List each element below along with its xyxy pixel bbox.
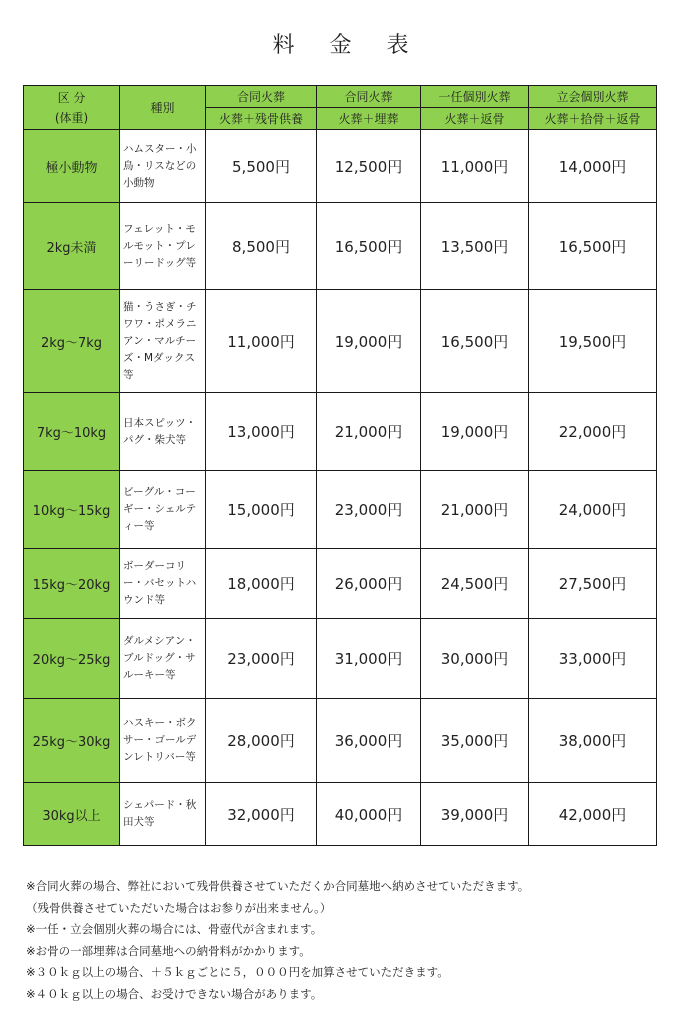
note-line: ※お骨の一部埋葬は合同墓地への納骨料がかかります。 <box>26 943 311 958</box>
price-cell: 19,000円 <box>421 393 529 471</box>
species-cell: 日本スピッツ・パグ・柴犬等 <box>120 393 206 471</box>
notes <box>26 876 676 1005</box>
species-cell: ダルメシアン・ブルドッグ・サルーキー等 <box>120 619 206 699</box>
price-cell: 40,000円 <box>317 783 421 846</box>
price-cell: 24,500円 <box>421 549 529 619</box>
price-cell: 31,000円 <box>317 619 421 699</box>
price-table <box>23 85 657 846</box>
note-line: ※合同火葬の場合、弊社において残骨供養させていただくか合同墓地へ納めさせていただきます。 <box>26 879 530 893</box>
note-line: ※４０ｋｇ以上の場合、お受けできない場合があります。 <box>26 986 323 1001</box>
table-row <box>24 619 657 699</box>
price-cell: 8,500円 <box>206 203 317 290</box>
header-plan-desc: 火葬＋残骨供養 <box>206 108 317 130</box>
header-category <box>24 86 120 130</box>
header-plan-name: 合同火葬 <box>317 86 421 108</box>
header-plan-desc: 火葬＋拾骨＋返骨 <box>529 108 657 130</box>
price-cell: 21,000円 <box>317 393 421 471</box>
price-cell: 38,000円 <box>529 699 657 783</box>
species-cell: 猫・うさぎ・チワワ・ポメラニアン・マルチーズ・Mダックス等 <box>120 290 206 393</box>
price-cell: 15,000円 <box>206 471 317 549</box>
price-cell: 36,000円 <box>317 699 421 783</box>
header-plan-desc: 火葬＋埋葬 <box>317 108 421 130</box>
weight-cell: 2kg～7kg <box>24 290 120 393</box>
price-cell: 23,000円 <box>317 471 421 549</box>
price-cell: 19,500円 <box>529 290 657 393</box>
price-cell: 12,500円 <box>317 130 421 203</box>
table-row <box>24 471 657 549</box>
weight-cell: 25kg～30kg <box>24 699 120 783</box>
note-line: ※３０ｋｇ以上の場合、＋５ｋｇごとに５，０００円を加算させていただきます。 <box>26 965 449 979</box>
price-cell: 28,000円 <box>206 699 317 783</box>
header-plan-desc: 火葬＋返骨 <box>421 108 529 130</box>
price-cell: 23,000円 <box>206 619 317 699</box>
price-cell: 39,000円 <box>421 783 529 846</box>
price-cell: 11,000円 <box>421 130 529 203</box>
weight-cell: 30kg以上 <box>24 783 120 846</box>
note-line: （残骨供養させていただいた場合はお参りが出来ません。） <box>26 900 332 915</box>
table-row <box>24 549 657 619</box>
price-cell: 33,000円 <box>529 619 657 699</box>
table-row <box>24 699 657 783</box>
price-cell: 13,000円 <box>206 393 317 471</box>
page-title: 料 金 表 <box>272 33 423 58</box>
weight-cell: 10kg～15kg <box>24 471 120 549</box>
weight-cell: 20kg～25kg <box>24 619 120 699</box>
price-cell: 22,000円 <box>529 393 657 471</box>
header-category-label: 区 分 <box>57 90 86 105</box>
price-cell: 21,000円 <box>421 471 529 549</box>
table-row <box>24 130 657 203</box>
species-cell: フェレット・モルモット・プレーリードッグ等 <box>120 203 206 290</box>
weight-cell: 7kg～10kg <box>24 393 120 471</box>
price-cell: 14,000円 <box>529 130 657 203</box>
price-cell: 24,000円 <box>529 471 657 549</box>
header-plan-name: 立会個別火葬 <box>529 86 657 108</box>
price-cell: 16,500円 <box>529 203 657 290</box>
table-row <box>24 393 657 471</box>
price-cell: 27,500円 <box>529 549 657 619</box>
price-cell: 18,000円 <box>206 549 317 619</box>
price-cell: 5,500円 <box>206 130 317 203</box>
price-cell: 42,000円 <box>529 783 657 846</box>
species-cell: ビーグル・コーギー・シェルティー等 <box>120 471 206 549</box>
table-row <box>24 203 657 290</box>
note-line: ※一任・立会個別火葬の場合には、骨壺代が含まれます。 <box>26 922 323 936</box>
price-cell: 35,000円 <box>421 699 529 783</box>
price-cell: 16,500円 <box>421 290 529 393</box>
price-cell: 11,000円 <box>206 290 317 393</box>
header-species: 種別 <box>120 86 206 130</box>
weight-cell: 2kg未満 <box>24 203 120 290</box>
price-cell: 19,000円 <box>317 290 421 393</box>
species-cell: ボーダーコリー・バセットハウンド等 <box>120 549 206 619</box>
weight-cell: 15kg～20kg <box>24 549 120 619</box>
price-cell: 32,000円 <box>206 783 317 846</box>
species-cell: ハムスター・小鳥・リスなどの小動物 <box>120 130 206 203</box>
species-cell: シェパード・秋田犬等 <box>120 783 206 846</box>
header-plan-name: 合同火葬 <box>206 86 317 108</box>
table-row <box>24 783 657 846</box>
species-cell: ハスキー・ボクサー・ゴールデンレトリバー等 <box>120 699 206 783</box>
header-category-sub: (体重) <box>54 110 89 125</box>
price-cell: 16,500円 <box>317 203 421 290</box>
price-cell: 13,500円 <box>421 203 529 290</box>
weight-cell: 極小動物 <box>24 130 120 203</box>
price-cell: 26,000円 <box>317 549 421 619</box>
header-plan-name: 一任個別火葬 <box>421 86 529 108</box>
price-cell: 30,000円 <box>421 619 529 699</box>
table-row <box>24 290 657 393</box>
